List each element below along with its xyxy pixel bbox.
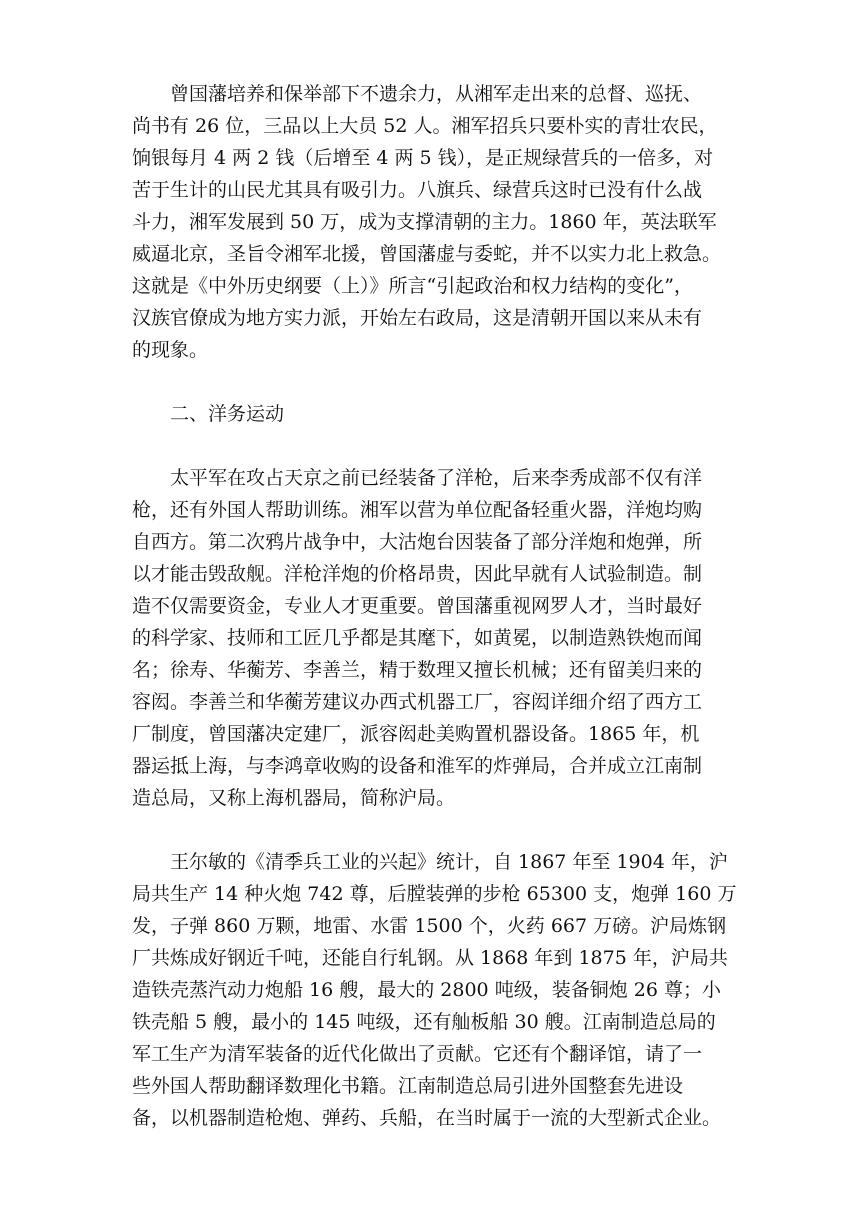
text-line: 名；徐寿、华蘅芳、李善兰，精于数理又擅长机械；还有留美归来的 bbox=[132, 659, 703, 681]
text-line: 以才能击毁敌舰。洋枪洋炮的价格昂贵，因此早就有人试验制造。制 bbox=[132, 563, 703, 585]
text-line: 备，以机器制造枪炮、弹药、兵船，在当时属于一流的大型新式企业。 bbox=[132, 1107, 722, 1129]
text-line: 威逼北京，圣旨令湘军北援，曾国藩虚与委蛇，并不以实力北上救急。 bbox=[132, 243, 722, 265]
text-line: 发，子弹 860 万颗，地雷、水雷 1500 个，火药 667 万磅。沪局炼钢 bbox=[132, 915, 727, 937]
text-line: 厂共炼成好钢近千吨，还能自行轧钢。从 1868 年到 1875 年，沪局共 bbox=[132, 947, 728, 969]
text-line: 自西方。第二次鸦片战争中，大沽炮台因装备了部分洋炮和炮弹，所 bbox=[132, 531, 703, 553]
paragraph-western-arms bbox=[132, 462, 740, 814]
paragraph-jiangnan-output bbox=[132, 846, 740, 1134]
text-line: 曾国藩培养和保举部下不遗余力，从湘军走出来的总督、巡抚、 bbox=[170, 83, 703, 105]
text-line: 尚书有 26 位，三品以上大员 52 人。湘军招兵只要朴实的青壮农民， bbox=[132, 115, 718, 137]
text-line: 些外国人帮助翻译数理化书籍。江南制造总局引进外国整套先进设 bbox=[132, 1075, 684, 1097]
text-line: 的现象。 bbox=[132, 339, 209, 361]
text-line: 枪，还有外国人帮助训练。湘军以营为单位配备轻重火器，洋炮均购 bbox=[132, 499, 703, 521]
text-line: 造不仅需要资金，专业人才更重要。曾国藩重视网罗人才，当时最好 bbox=[132, 595, 703, 617]
document-body bbox=[132, 78, 740, 1134]
text-line: 铁壳船 5 艘，最小的 145 吨级，还有舢板船 30 艘。江南制造总局的 bbox=[132, 1011, 716, 1033]
paragraph-hunan-army bbox=[132, 78, 740, 366]
text-line: 王尔敏的《清季兵工业的兴起》统计，自 1867 年至 1904 年，沪 bbox=[170, 851, 728, 873]
text-line: 太平军在攻占天京之前已经装备了洋枪，后来李秀成部不仅有洋 bbox=[170, 467, 703, 489]
text-line: 局共生产 14 种火炮 742 尊，后膛装弹的步枪 65300 支，炮弹 160 万 bbox=[132, 883, 737, 905]
text-line: 容闳。李善兰和华蘅芳建议办西式机器工厂，容闳详细介绍了西方工 bbox=[132, 691, 703, 713]
text-line: 造总局，又称上海机器局，简称沪局。 bbox=[132, 787, 456, 809]
section-heading: 二、洋务运动 bbox=[170, 403, 285, 425]
text-line: 厂制度，曾国藩决定建厂，派容闳赴美购置机器设备。1865 年，机 bbox=[132, 723, 700, 745]
text-line: 器运抵上海，与李鸿章收购的设备和淮军的炸弹局，合并成立江南制 bbox=[132, 755, 703, 777]
text-line: 造铁壳蒸汽动力炮船 16 艘，最大的 2800 吨级，装备铜炮 26 尊；小 bbox=[132, 979, 721, 1001]
text-line: 饷银每月 4 两 2 钱（后增至 4 两 5 钱），是正规绿营兵的一倍多，对 bbox=[132, 147, 714, 169]
text-line: 这就是《中外历史纲要（上）》所言“引起政治和权力结构的变化”， bbox=[132, 275, 693, 297]
text-line: 军工生产为清军装备的近代化做出了贡献。它还有个翻译馆，请了一 bbox=[132, 1043, 703, 1065]
text-line: 汉族官僚成为地方实力派，开始左右政局，这是清朝开国以来从未有 bbox=[132, 307, 703, 329]
text-line: 斗力，湘军发展到 50 万，成为支撑清朝的主力。1860 年，英法联军 bbox=[132, 211, 717, 233]
text-line: 的科学家、技师和工匠几乎都是其麾下，如黄冕，以制造熟铁炮而闻 bbox=[132, 627, 703, 649]
text-line: 苦于生计的山民尤其具有吸引力。八旗兵、绿营兵这时已没有什么战 bbox=[132, 179, 703, 201]
